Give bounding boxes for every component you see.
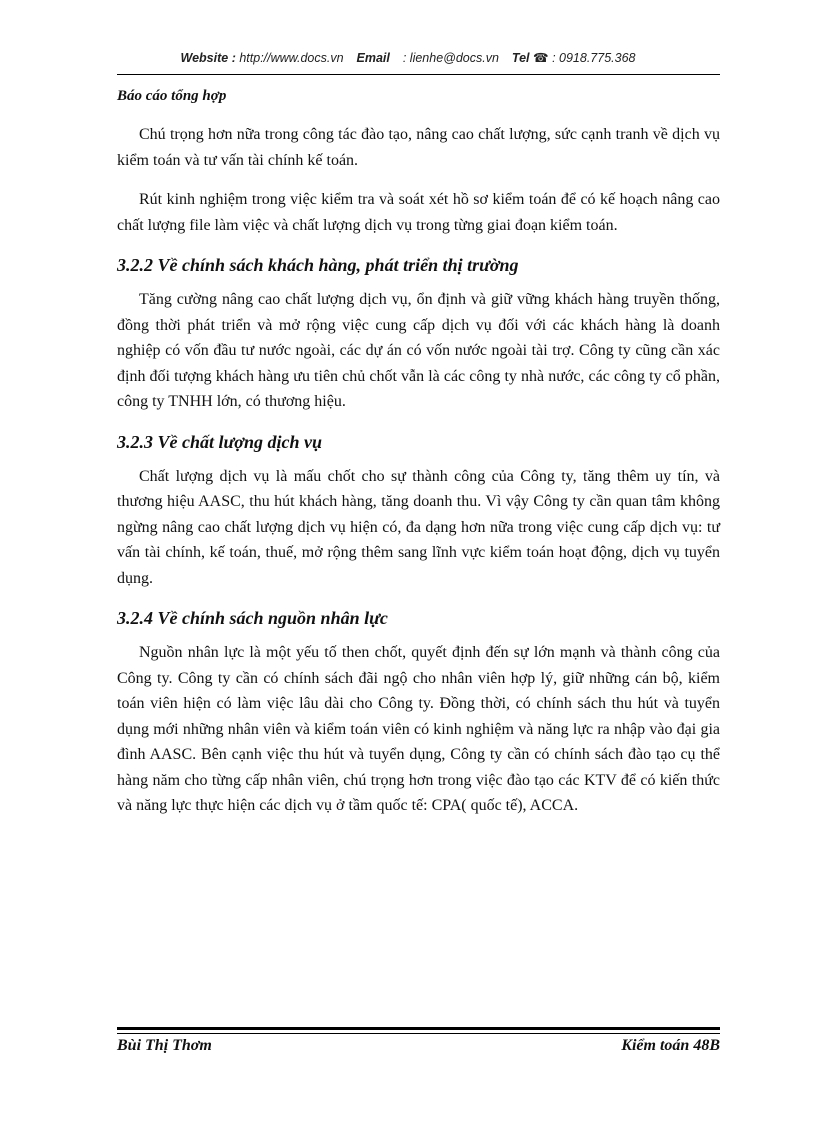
section-heading-3-2-4: 3.2.4 Về chính sách nguồn nhân lực [117,608,388,628]
phone-icon: ☎ [533,51,549,65]
website-label: Website : [180,51,236,65]
footer-class: Kiểm toán 48B [621,1037,720,1054]
footer-divider-thin [117,1033,720,1034]
section-heading-3-2-3: 3.2.3 Về chất lượng dịch vụ [117,431,322,452]
footer-divider-thick [117,1027,720,1030]
footer-author: Bùi Thị Thơm [117,1037,212,1054]
paragraph: Rút kinh nghiệm trong việc kiểm tra và soát xét hồ sơ kiểm toán để có kế hoạch nâng cao chất lượng file làm việc và chất lượng dịch vụ trong từng giai đoạn kiểm toán. [117,191,720,234]
report-title: Báo cáo tổng hợp [117,88,227,104]
website-link[interactable]: http://www.docs.vn [239,51,344,65]
header-divider [117,74,720,75]
paragraph: Chú trọng hơn nữa trong công tác đào tạo, nâng cao chất lượng, sức cạnh tranh về dịch vụ kiểm toán và tư vấn tài chính kế toán. [117,126,720,169]
email-label: Email [356,51,390,65]
site-header [0,50,816,65]
paragraph: Chất lượng dịch vụ là mấu chốt cho sự thành công của Công ty, tăng thêm uy tín, và thương hiệu AASC, thu hút khách hàng, tăng doanh thu. Vì vậy Công ty cần quan tâm không ngừng nâng cao chất lượng dịch vụ hiện có, đa dạng hơn nữa trong việc cung cấp dịch vụ: tư vấn tài chính, kế toán, thuế, mở rộng thêm sang lĩnh vực kiểm toán hoạt động, dịch vụ tuyển dụng. [117,467,720,587]
tel-value: : 0918.775.368 [552,51,636,65]
paragraph: Tăng cường nâng cao chất lượng dịch vụ, ổn định và giữ vững khách hàng truyền thống, đồng thời phát triển và mở rộng việc cung cấp dịch vụ đối với các khách hàng là doanh nghiệp có vốn đầu tư nước ngoài, các dự án có vốn nước ngoài tài trợ. Công ty cũng cần xác định đối tượng khách hàng ưu tiên chủ chốt vẫn là các công ty nhà nước, các công ty cổ phần, công ty TNHH lớn, có thương hiệu. [117,291,720,410]
tel-label: Tel [511,51,530,65]
paragraph: Nguồn nhân lực là một yếu tố then chốt, quyết định đến sự lớn mạnh và thành công của Công ty. Công ty cần có chính sách đãi ngộ cho nhân viên hợp lý, giữ những cán bộ, kiểm toán viên hiện có làm việc lâu dài cho Công ty. Đồng thời, có chính sách thu hút và tuyển dụng mới những nhân viên và kiểm toán viên có kinh nghiệm và năng lực ra nhập vào đại gia đình AASC. Bên cạnh việc thu hút và tuyển dụng, Công ty cần có chính sách đào tạo cụ thể hàng năm cho từng cấp nhân viên, chú trọng hơn trong việc đào tạo các KTV để có kiến thức và năng lực thực hiện các dịch vụ ở tầm quốc tế: CPA( quốc tế), ACCA. [117,644,720,814]
document-body [117,122,720,819]
section-heading-3-2-2: 3.2.2 Về chính sách khách hàng, phát triển thị trường [117,255,519,275]
email-link[interactable]: : lienhe@docs.vn [402,51,499,65]
